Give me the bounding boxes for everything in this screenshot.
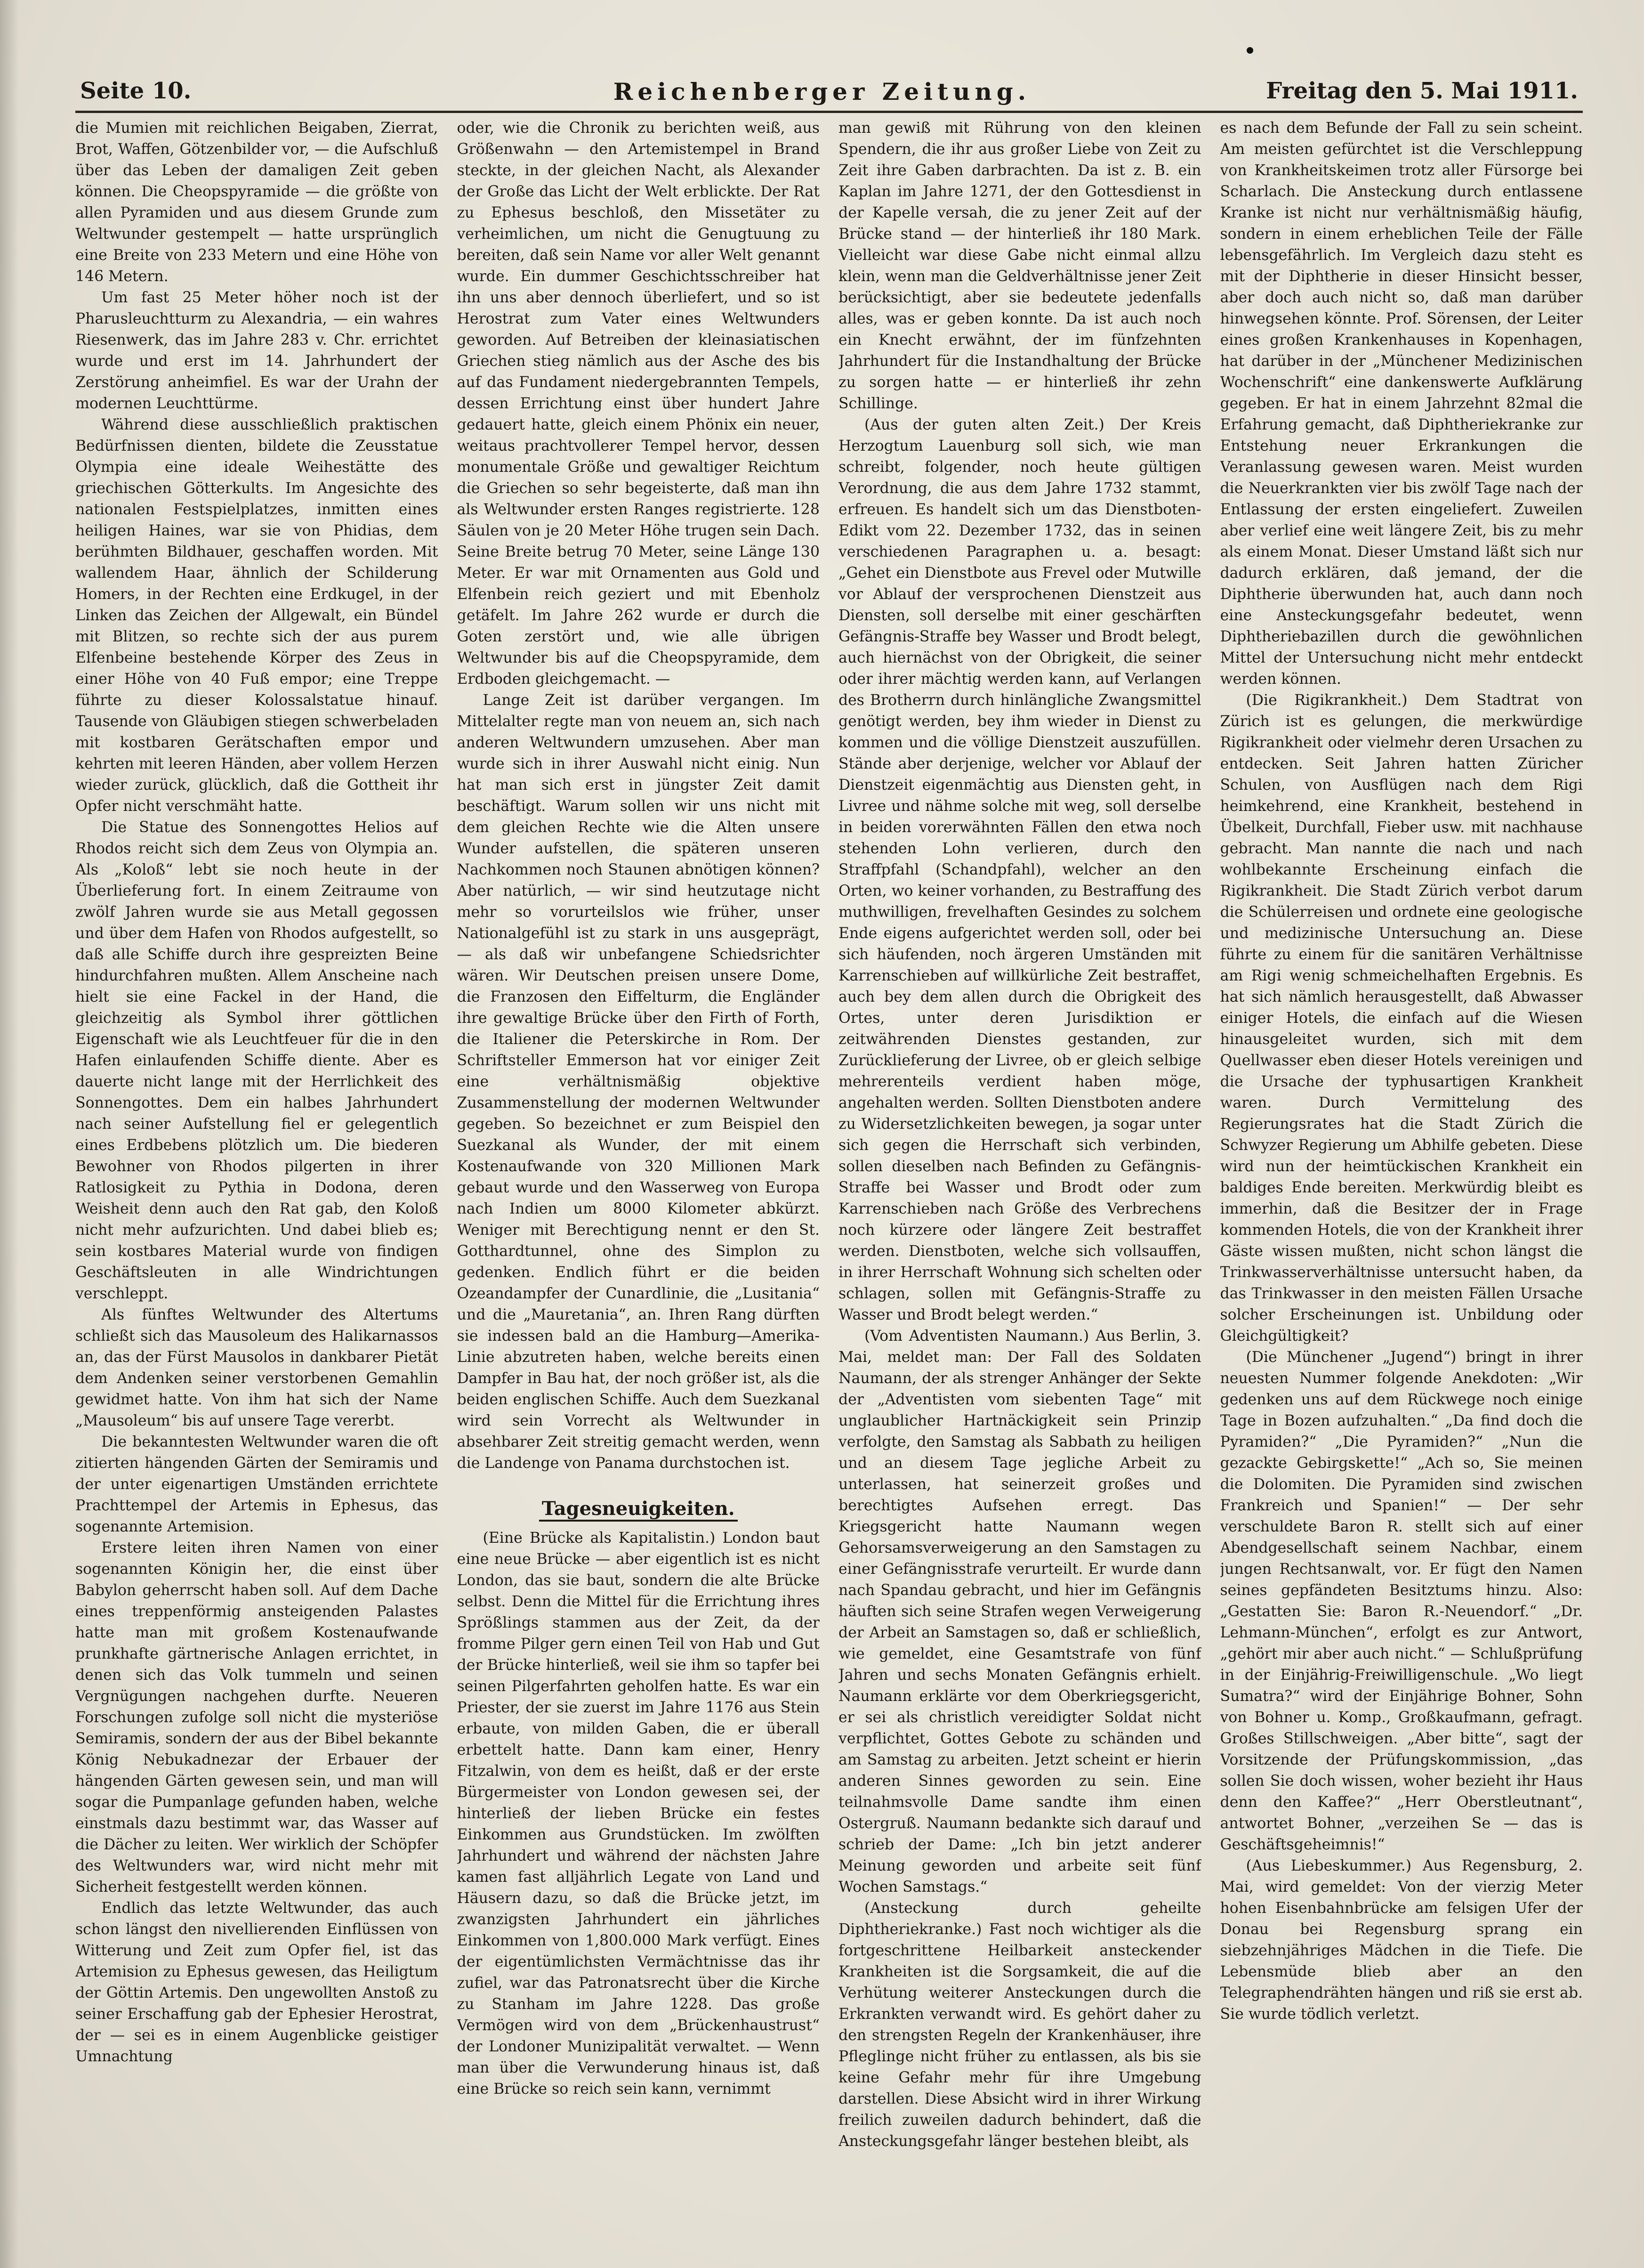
paragraph: (Aus der guten alten Zeit.) Der Kreis Herzogtum Lauenburg soll sich, wie man schreibt, folgender, noch heute gültigen Verordnung, die aus dem Jahre 1732 stammt, erfreuen. Es handelt sich um das Dienstboten-Edikt vom 22. Dezember 1732, das in seinen verschiedenen Paragraphen u. a. besagt: „Gehet ein Dienstbote aus Frevel oder Mutwille vor Ablauf der versprochenen Dienstzeit aus Diensten, soll derselbe mit einer geschärften Gefängnis-Straffe bey Wasser und Brodt belegt, auch hiernächst von der Obrigkeit, die seiner oder ihrer mächtig werden kann, auf Verlangen des Brotherrn durch hinlängliche Zwangsmittel genötigt werden, bey ihm wieder in Dienst zu kommen und die völlige Dienstzeit auszufüllen. Stände aber derjenige, welcher vor Ablauf der Dienstzeit eigenmächtig aus Diensten geht, in Livree und nähme solche mit weg, soll derselbe in beiden vorerwähnten Fällen den etwa noch stehenden Lohn verlieren, durch den Straffpfahl (Schandpfahl), welcher an den Orten, wo keiner vorhanden, zu Bestraffung des muthwilligen, frevelhaften Gesindes zu solchem Ende eigens aufgerichtet werden soll, oder bei sich häufenden, noch ärgeren Umständen mit Karrenschieben auf willkürliche Zeit bestraffet, auch bey dem allen durch die Obrigkeit des Ortes, unter deren Jurisdiktion er zeitwährenden Dienstes gestanden, zur Zurücklieferung der Livree, ob er gleich selbige mehrerenteils verdient haben möge, angehalten werden. Sollten Dienstboten andere zu Widersetzlichkeiten bewegen, ja sogar unter sich gegen die Herrschaft sich verbinden, sollen dieselben nach Befinden zu Gefängnis-Straffe bei Wasser und Brodt oder zum Karrenschieben nach Größe des Verbrechens noch kürzere oder längere Zeit bestraffet werden. Dienstboten, welche sich vollsauffen, in ihrer Herrschaft Wohnung sich schelten oder schlagen, sollen mit Gefängnis-Straffe zu Wasser und Brodt belegt werden.“ [838,416,1201,1323]
section-heading-text: Tagesneuigkeiten. [539,1498,738,1522]
column-3 [838,118,1201,2251]
masthead [47,78,1597,111]
paragraph: (Die Münchener „Jugend“) bringt in ihrer neuesten Nummer folgende Anekdoten: „Wir gedenken uns auf dem Rückwege noch einige Tage in Bozen aufzuhalten.“ „Da find doch die Pyramiden?“ „Die Pyramiden?“ „Nun die gezackte Gebirgskette!“ „Ach so, Sie meinen die Dolomiten. Die Pyramiden sind zwischen Frankreich und Spanien!“ — Der sehr verschuldete Baron R. stellt sich auf einer Abendgesellschaft seinem Nachbar, einem jungen Rechtsanwalt, vor. Er fügt den Namen seines gepfändeten Besitztums hinzu. Also: „Gestatten Sie: Baron R.-Neuendorf.“ „Dr. Lehmann-München“, erfolgt es zur Antwort, „gehört mir aber auch nicht.“ — Schlußprüfung in der Einjährig-Freiwilligenschule. „Wo liegt Sumatra?“ wird der Einjährige Bohner, Sohn von Bohner u. Komp., Großkaufmann, gefragt. Großes Stillschweigen. „Aber bitte“, sagt der Vorsitzende der Prüfungskommission, „das sollen Sie doch wissen, woher bezieht ihr Haus denn den Kaffee?“ „Herr Oberstleutnant“, antwortet Bohner, „verzeihen Se — das is Geschäftsgeheimnis!“ [1220,1349,1583,1853]
column-2 [457,118,820,2251]
paragraph: man gewiß mit Rührung von den kleinen Spendern, die ihr aus großer Liebe von Zeit zu Zeit ihre Gaben darbrachten. Da ist z. B. ein Kaplan im Jahre 1271, der den Gottesdienst in der Kapelle versah, die zu jener Zeit auf der Brücke stand — der hinterließ ihr 180 Mark. Vielleicht war diese Gabe nicht einmal allzu klein, wenn man die Geldverhältnisse jener Zeit berücksichtigt, aber sie bedeutete jedenfalls alles, was er geben konnte. Da ist auch noch ein Knecht erwähnt, der im fünfzehnten Jahrhundert für die Instandhaltung der Brücke zu sorgen hatte — er hinterließ ihr zehn Schillinge. [838,120,1201,412]
paragraph: Als fünftes Weltwunder des Altertums schließt sich das Mausoleum des Halikarnassos an, das der Fürst Mausolos in dankbarer Pietät dem Andenken seiner verstorbenen Gemahlin gewidmet hatte. Von ihm hat sich der Name „Mausoleum“ bis auf unsere Tage vererbt. [75,1306,438,1429]
paragraph: Während diese ausschließlich praktischen Bedürfnissen dienten, bildete die Zeusstatue Olympia eine ideale Weihestätte des griechischen Götterkults. Im Angesichte des nationalen Festspielplatzes, inmitten eines heiligen Haines, war sie von Phidias, dem berühmten Bildhauer, geschaffen worden. Mit wallendem Haar, ähnlich der Schilderung Homers, in der Rechten eine Erdkugel, in der Linken das Zeichen der Allgewalt, ein Bündel mit Blitzen, so rechte sich der aus purem Elfenbeine bestehende Körper des Zeus in einer Höhe von 40 Fuß empor; eine Treppe führte zu dieser Kolossalstatue hinauf. Tausende von Gläubigen stiegen schwerbeladen mit kostbaren Gerätschaften empor und kehrten mit leeren Händen, aber vollem Herzen wieder zurück, glücklich, daß die Gottheit ihr Opfer nicht verschmäht hatte. [75,416,438,815]
paragraph: Endlich das letzte Weltwunder, das auch schon längst den nivellierenden Einflüssen von Witterung und Zeit zum Opfer fiel, ist das Artemision zu Ephesus gewesen, das Heiligtum der Göttin Artemis. Den ungewollten Anstoß zu seiner Erschaffung gab der Ephesier Herostrat, der — sei es in einem Augenblicke geistiger Umnachtung [75,1900,438,2065]
paragraph: Lange Zeit ist darüber vergangen. Im Mittelalter regte man von neuem an, sich nach anderen Weltwundern umzusehen. Aber man wurde sich in ihrer Auswahl nicht einig. Nun hat man sich erst in jüngster Zeit damit beschäftigt. Warum sollen wir uns nicht mit dem gleichen Rechte wie die Alten unsere Wunder aufstellen, die späteren unseren Nachkommen noch Staunen abnötigen können? Aber natürlich, — wir sind heutzutage nicht mehr so vorurteilslos wie früher, unser Nationalgefühl ist zu stark in uns ausgeprägt, — als daß wir unbefangene Schiedsrichter wären. Wir Deutschen preisen unsere Dome, die Franzosen den Eiffelturm, die Engländer ihre gewaltige Brücke über den Firth of Forth, die Italiener die Peterskirche in Rom. Der Schriftsteller Emmerson hat vor einiger Zeit eine verhältnismäßig objektive Zusammenstellung der modernen Weltwunder gegeben. So bezeichnet er zum Beispiel den Suezkanal als Wunder, der mit einem Kostenaufwande von 320 Millionen Mark gebaut wurde und den Wasserweg von Europa nach Indien um 8000 Kilometer abkürzt. Weniger mit Berechtigung nennt er den St. Gotthardtunnel, ohne des Simplon zu gedenken. Endlich führt er die beiden Ozeandampfer der Cunardlinie, die „Lusitania“ und die „Mauretania“, an. Ihren Rang dürften sie indessen bald an die Hamburg—Amerika-Linie abzutreten haben, welche bereits einen Dampfer in Bau hat, der noch größer ist, als die beiden englischen Schiffe. Auch dem Suezkanal wird sein Vorrecht als Weltwunder in absehbarer Zeit streitig gemacht werden, wenn die Landenge von Panama durchstochen ist. [457,692,820,1472]
text-columns [75,118,1583,2251]
paragraph: oder, wie die Chronik zu berichten weiß, aus Größenwahn — den Artemistempel in Brand steckte, in der gleichen Nacht, als Alexander der Große das Licht der Welt erblickte. Der Rat zu Ephesus beschloß, den Missetäter zu verheimlichen, um nicht die Genugtuung zu bereiten, daß sein Name vor aller Welt genannt wurde. Ein dummer Geschichtsschreiber hat ihn uns aber dennoch überliefert, und so ist Herostrat zum Vater eines Weltwunders geworden. Auf Betreiben der kleinasiatischen Griechen stieg nämlich aus der Asche des bis auf das Fundament niedergebrannten Tempels, dessen Errichtung einst über hundert Jahre gedauert hatte, gleich einem Phönix ein neuer, weitaus prachtvollerer Tempel hervor, dessen monumentale Größe und gewaltiger Reichtum die Griechen so sehr begeisterte, daß man ihn als Weltwunder ersten Ranges registrierte. 128 Säulen von je 20 Meter Höhe trugen sein Dach. Seine Breite betrug 70 Meter, seine Länge 130 Meter. Er war mit Ornamenten aus Gold und Elfenbein reich geziert und mit Ebenholz getäfelt. Im Jahre 262 wurde er durch die Goten zerstört und, wie alle übrigen Weltwunder bis auf die Cheopspyramide, dem Erdboden gleichgemacht. — [457,120,820,688]
paragraph: Um fast 25 Meter höher noch ist der Pharusleuchtturm zu Alexandria, — ein wahres Riesenwerk, das im Jahre 283 v. Chr. errichtet wurde und erst im 14. Jahrhundert der Zerstörung anheimfiel. Es war der Urahn der modernen Leuchttürme. [75,289,438,412]
column-1 [75,118,438,2251]
column-4 [1220,118,1583,2251]
paragraph: (Ansteckung durch geheilte Diphtheriekranke.) Fast noch wichtiger als die fortgeschrittene Heilbarkeit ansteckender Krankheiten ist die Sorgsamkeit, die auf die Verhütung weiterer Ansteckungen durch die Erkrankten verwandt wird. Es gehört daher zu den strengsten Regeln der Krankenhäuser, ihre Pfleglinge nicht früher zu entlassen, als bis sie keine Gefahr mehr für ihre Umgebung darstellen. Diese Absicht wird in ihrer Wirkung freilich zuweilen dadurch behindert, daß die Ansteckungsgefahr länger bestehen bleibt, als [838,1900,1201,2150]
page-edge-shadow [0,0,19,2268]
paragraph: die Mumien mit reichlichen Beigaben, Zierrat, Brot, Waffen, Götzenbilder vor, — die Aufschluß über das Leben der damaligen Zeit geben können. Die Cheopspyramide — die größte von allen Pyramiden und aus diesem Grunde zum Weltwunder gestempelt — hatte ursprünglich eine Breite von 233 Metern und eine Höhe von 146 Metern. [75,120,438,285]
header-rule [75,111,1583,113]
paragraph: Die bekanntesten Weltwunder waren die oft zitierten hängenden Gärten der Semiramis und der unter eigenartigen Umständen errichtete Prachttempel der Artemis in Ephesus, das sogenannte Artemision. [75,1434,438,1535]
paragraph: es nach dem Befunde der Fall zu sein scheint. Am meisten gefürchtet ist die Verschleppung von Krankheitskeimen trotz aller Fürsorge bei Scharlach. Die Ansteckung durch entlassene Kranke ist nicht nur verhältnismäßig häufig, sondern in einem erheblichen Teile der Fälle lebensgefährlich. Im Vergleich dazu steht es mit der Diphtherie in dieser Hinsicht besser, aber doch auch nicht so, daß man darüber hinwegsehen könnte. Prof. Sörensen, der Leiter eines großen Krankenhauses in Kopenhagen, hat darüber in der „Münchener Medizinischen Wochenschrift“ eine dankenswerte Aufklärung gegeben. Er hat in einem Jahrzehnt 82mal die Erfahrung gemacht, daß Diphtheriekranke zur Entstehung neuer Erkrankungen die Veranlassung gewesen waren. Meist wurden die Neuerkrankten vier bis zwölf Tage nach der Entlassung der ersten eingeliefert. Zuweilen aber verlief eine weit längere Zeit, bis zu mehr als einem Monat. Dieser Umstand läßt sich nur dadurch erklären, daß jemand, der die Diphtherie überwunden hat, auch dann noch eine Ansteckungsgefahr bedeutet, wenn Diphtheriebazillen durch die gewöhnlichen Mittel der Untersuchung nicht mehr entdeckt werden können. [1220,120,1583,688]
paper-title: Reichenberger Zeitung. [613,78,1031,105]
paragraph: (Aus Liebeskummer.) Aus Regensburg, 2. Mai, wird gemeldet: Von der vierzig Meter hohen Eisenbahnbrücke am felsigen Ufer der Donau bei Regensburg sprang ein siebzehnjähriges Mädchen in die Tiefe. Die Lebensmüde blieb aber an den Telegraphendrähten hängen und riß sie erst ab. Sie wurde tödlich verletzt. [1220,1857,1583,2023]
paragraph: (Eine Brücke als Kapitalistin.) London baut eine neue Brücke — aber eigentlich ist es nicht London, das sie baut, sondern die alte Brücke selbst. Denn die Mittel für die Errichtung ihres Sprößlings stammen aus der Zeit, da der fromme Pilger gern einen Teil von Hab und Gut der Brücke hinterließ, weil sie ihm so tapfer bei seinen Pilgerfahrten geholfen hatte. Es war ein Priester, der sie zuerst im Jahre 1176 aus Stein erbaute, von milden Gaben, die er überall erbettelt hatte. Dann kam einer, Henry Fitzalwin, von dem es heißt, daß er der erste Bürgermeister von London gewesen sei, der hinterließ der lieben Brücke ein festes Einkommen aus Grundstücken. Im zwölften Jahrhundert und während der nächsten Jahre kamen fast alljährlich Legate von Land und Häusern dazu, so daß die Brücke jetzt, im zwanzigsten Jahrhundert ein jährliches Einkommen von 1,800.000 Mark verfügt. Eines der eigentümlichsten Vermächtnisse das ihr zufiel, war das Patronatsrecht über die Kirche zu Stanham im Jahre 1228. Das große Vermögen wird von dem „Brückenhaustrust“ der Londoner Munizipalität verwaltet. — Wenn man über die Verwunderung hinaus ist, daß eine Brücke so reich sein kann, vernimmt [457,1530,820,2098]
section-heading [457,1495,820,1523]
issue-date: Freitag den 5. Mai 1911. [1266,78,1578,104]
paragraph: (Vom Adventisten Naumann.) Aus Berlin, 3. Mai, meldet man: Der Fall des Soldaten Naumann, der als strenger Anhänger der Sekte der „Adventisten vom siebenten Tage“ mit unglaublicher Hartnäckigkeit sein Prinzip verfolgte, den Samstag als Sabbath zu heiligen und an diesem Tage jegliche Arbeit zu unterlassen, hat seinerzeit großes und berechtigtes Aufsehen erregt. Das Kriegsgericht hatte Naumann wegen Gehorsamsverweigerung an den Samstagen zu einer Gefängnisstrafe verurteilt. Er wurde dann nach Spandau gebracht, und hier im Gefängnis häuften sich seine Strafen wegen Verweigerung der Arbeit an Samstagen so, daß er schließlich, wie gemeldet, eine Gesamtstrafe von fünf Jahren und sechs Monaten Gefängnis erhielt. Naumann erklärte vor dem Oberkriegsgericht, er sei als christlich vereidigter Soldat nicht verpflichtet, Gottes Gebote zu schänden und am Samstag zu arbeiten. Jetzt scheint er hierin anderen Sinnes geworden zu sein. Eine teilnahmsvolle Dame sandte ihm einen Ostergruß. Naumann bedankte sich darauf und schrieb der Dame: „Ich bin jetzt anderer Meinung geworden und arbeite seit fünf Wochen Samstags.“ [838,1328,1201,1895]
paragraph: (Die Rigikrankheit.) Dem Stadtrat von Zürich ist es gelungen, die merkwürdige Rigikrankheit oder vielmehr deren Ursachen zu entdecken. Seit Jahren hatten Züricher Schulen, von Ausflügen nach dem Rigi heimkehrend, eine Krankheit, bestehend in Übelkeit, Durchfall, Fieber usw. mit nachhause gebracht. Man nannte die nach und nach wohlbekannte Erscheinung einfach die Rigikrankheit. Die Stadt Zürich verbot darum die Schülerreisen und ordnete eine geologische und medizinische Untersuchung an. Diese führte zu einem für die sanitären Verhältnisse am Rigi wenig schmeichelhaften Ergebnis. Es hat sich nämlich herausgestellt, daß Abwasser einiger Hotels, die einfach auf die Wiesen hinausgeleitet wurden, sich mit dem Quellwasser eben dieser Hotels vereinigen und die Ursache der typhusartigen Krankheit waren. Durch Vermittelung des Regierungsrates hat die Stadt Zürich die Schwyzer Regierung um Abhilfe gebeten. Diese wird nun der heimtückischen Krankheit ein baldiges Ende bereiten. Merkwürdig bleibt es immerhin, daß die Besitzer der in Frage kommenden Hotels, die von der Krankheit ihrer Gäste wissen mußten, nicht schon längst die Trinkwasserverhältnisse untersucht haben, da das Trinkwasser in den meisten Fällen Ursache solcher Erscheinungen ist. Unbildung oder Gleichgültigkeit? [1220,692,1583,1345]
paragraph: Erstere leiten ihren Namen von einer sogenannten Königin her, die einst über Babylon geherrscht haben soll. Auf dem Dache eines treppenförmig ansteigenden Palastes hatte man mit großem Kostenaufwande prunkhafte gärtnerische Anlagen errichtet, in denen sich das Volk tummeln und seinen Vergnügungen nachgehen durfte. Neueren Forschungen zufolge soll nicht die mysteriöse Semiramis, sondern der aus der Bibel bekannte König Nebukadnezar der Erbauer der hängenden Gärten gewesen sein, und man will sogar die Pumpanlage gefunden haben, welche einstmals dazu bestimmt war, das Wasser auf die Dächer zu leiten. Wer wirklich der Schöpfer des Weltwunders war, wird nicht mehr mit Sicherheit festgestellt werden können. [75,1539,438,1895]
paragraph: Die Statue des Sonnengottes Helios auf Rhodos reicht sich dem Zeus von Olympia an. Als „Koloß“ lebt sie noch heute in der Überlieferung fort. In einem Zeitraume von zwölf Jahren wurde sie aus Metall gegossen und über dem Hafen von Rhodos aufgestellt, so daß alle Schiffe durch ihre gespreizten Beine hindurchfahren mußten. Allem Anscheine nach hielt sie eine Fackel in der Hand, die gleichzeitig als Symbol ihrer göttlichen Eigenschaft wie als Leuchtfeuer für die in den Hafen einlaufenden Schiffe diente. Aber es dauerte nicht lange mit der Herrlichkeit des Sonnengottes. Dem ein halbes Jahrhundert nach seiner Aufstellung fiel er gelegentlich eines Erdbebens plötzlich um. Die biederen Bewohner von Rhodos pilgerten in ihrer Ratlosigkeit zu Pythia in Dodona, deren Weisheit denn auch den Rat gab, den Koloß nicht mehr aufzurichten. Und dabei blieb es; sein kostbares Material wurde von findigen Geschäftsleuten in alle Windrichtungen verschleppt. [75,819,438,1302]
ink-dot [1247,47,1253,54]
page-number: Seite 10. [80,78,192,104]
